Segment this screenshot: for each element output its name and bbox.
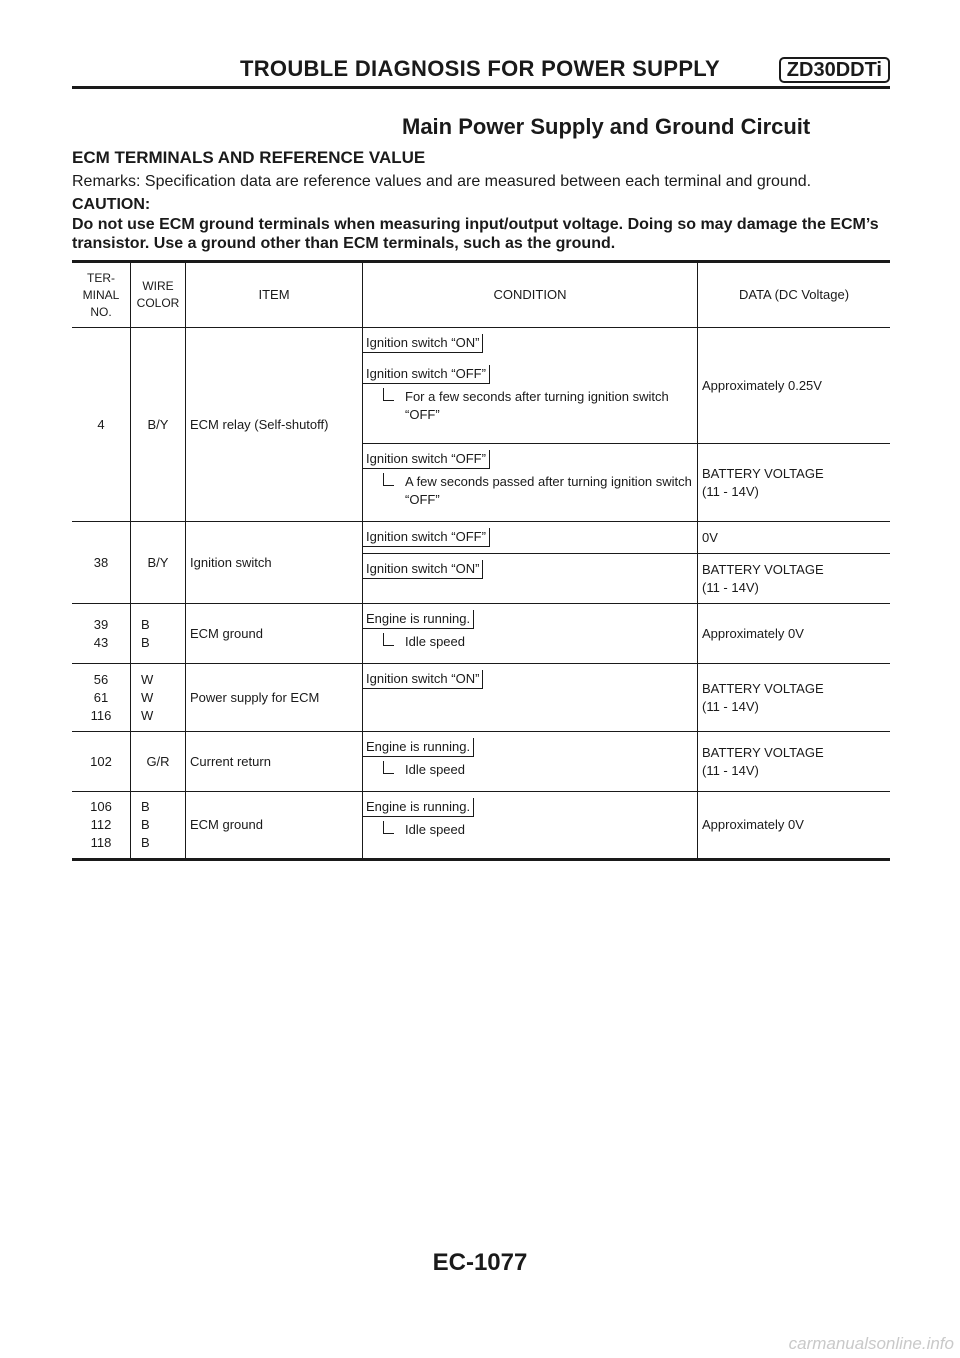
page-header xyxy=(72,56,890,89)
wire-color-cell: G/R xyxy=(131,732,186,792)
condition-sub-label: For a few seconds after turning ignition switch “OFF” xyxy=(383,388,693,424)
item-cell: ECM ground xyxy=(186,604,363,664)
data-cell: BATTERY VOLTAGE (11 - 14V) xyxy=(698,732,891,792)
remarks-text: Remarks: Specification data are reference values and are measured between each terminal and ground. xyxy=(72,173,812,190)
condition-cell xyxy=(363,604,698,664)
terminal-cell: 56 61 116 xyxy=(72,664,131,732)
terminal-cell: 39 43 xyxy=(72,604,131,664)
condition-label: Ignition switch “OFF” xyxy=(363,450,490,469)
caution-label: CAUTION: xyxy=(72,196,151,213)
table-row xyxy=(72,328,890,444)
header-condition: CONDITION xyxy=(363,262,698,328)
header-terminal: TER- MINAL NO. xyxy=(72,262,131,328)
condition-cell xyxy=(363,554,698,604)
item-cell: Current return xyxy=(186,732,363,792)
header-wire-color: WIRE COLOR xyxy=(131,262,186,328)
condition-cell xyxy=(363,732,698,792)
page-number: EC-1077 xyxy=(432,1249,528,1276)
item-cell: Power supply for ECM xyxy=(186,664,363,732)
condition-cell xyxy=(363,664,698,732)
condition-label: Engine is running. xyxy=(363,798,474,817)
condition-label: Ignition switch “ON” xyxy=(363,670,483,689)
caution-text: Do not use ECM ground terminals when measuring input/output voltage. Doing so may damage the ECM’s transistor. Use a ground other than ECM terminals, such as the ground. xyxy=(72,216,879,252)
condition-cell xyxy=(363,792,698,860)
condition-sub-label: Idle speed xyxy=(383,821,693,839)
condition-label: Ignition switch “OFF” xyxy=(363,528,490,547)
header-title: TROUBLE DIAGNOSIS FOR POWER SUPPLY xyxy=(240,56,720,81)
data-cell: BATTERY VOLTAGE (11 - 14V) xyxy=(698,664,891,732)
data-cell: 0V xyxy=(698,522,891,554)
condition-label: Ignition switch “OFF” xyxy=(363,365,490,384)
header-data: DATA (DC Voltage) xyxy=(698,262,891,328)
condition-sub-label: Idle speed xyxy=(383,761,693,779)
engine-code-badge: ZD30DDTi xyxy=(779,57,890,83)
condition-label: Engine is running. xyxy=(363,610,474,629)
condition-sub-label: Idle speed xyxy=(383,633,693,651)
table-row xyxy=(72,732,890,792)
item-cell: ECM relay (Self-shutoff) xyxy=(186,328,363,522)
wire-color-cell: B B B xyxy=(131,792,186,860)
data-cell: BATTERY VOLTAGE (11 - 14V) xyxy=(698,554,891,604)
condition-cell xyxy=(363,522,698,554)
section-title: Main Power Supply and Ground Circuit xyxy=(402,114,811,139)
item-cell: ECM ground xyxy=(186,792,363,860)
table-row xyxy=(72,664,890,732)
condition-label: Ignition switch “ON” xyxy=(363,560,483,579)
wire-color-cell: B/Y xyxy=(131,522,186,604)
condition-label: Ignition switch “ON” xyxy=(363,334,483,353)
subsection-title: ECM TERMINALS AND REFERENCE VALUE xyxy=(72,148,426,167)
terminal-cell: 106 112 118 xyxy=(72,792,131,860)
data-cell: Approximately 0V xyxy=(698,792,891,860)
wire-color-cell: B/Y xyxy=(131,328,186,522)
terminal-cell: 38 xyxy=(72,522,131,604)
ecm-terminals-table xyxy=(72,260,890,861)
data-cell: Approximately 0V xyxy=(698,604,891,664)
condition-cell xyxy=(363,328,698,444)
condition-sub-label: A few seconds passed after turning ignition switch “OFF” xyxy=(383,473,693,509)
table-header-row xyxy=(72,262,890,328)
wire-color-cell: B B xyxy=(131,604,186,664)
item-cell: Ignition switch xyxy=(186,522,363,604)
table-row xyxy=(72,792,890,860)
data-cell: Approximately 0.25V xyxy=(698,328,891,444)
data-cell: BATTERY VOLTAGE (11 - 14V) xyxy=(698,444,891,522)
header-item: ITEM xyxy=(186,262,363,328)
wire-color-cell: W W W xyxy=(131,664,186,732)
watermark: carmanualsonline.info xyxy=(788,1334,954,1353)
condition-cell xyxy=(363,444,698,522)
terminal-cell: 4 xyxy=(72,328,131,522)
table-row xyxy=(72,522,890,554)
table-row xyxy=(72,604,890,664)
condition-label: Engine is running. xyxy=(363,738,474,757)
terminal-cell: 102 xyxy=(72,732,131,792)
